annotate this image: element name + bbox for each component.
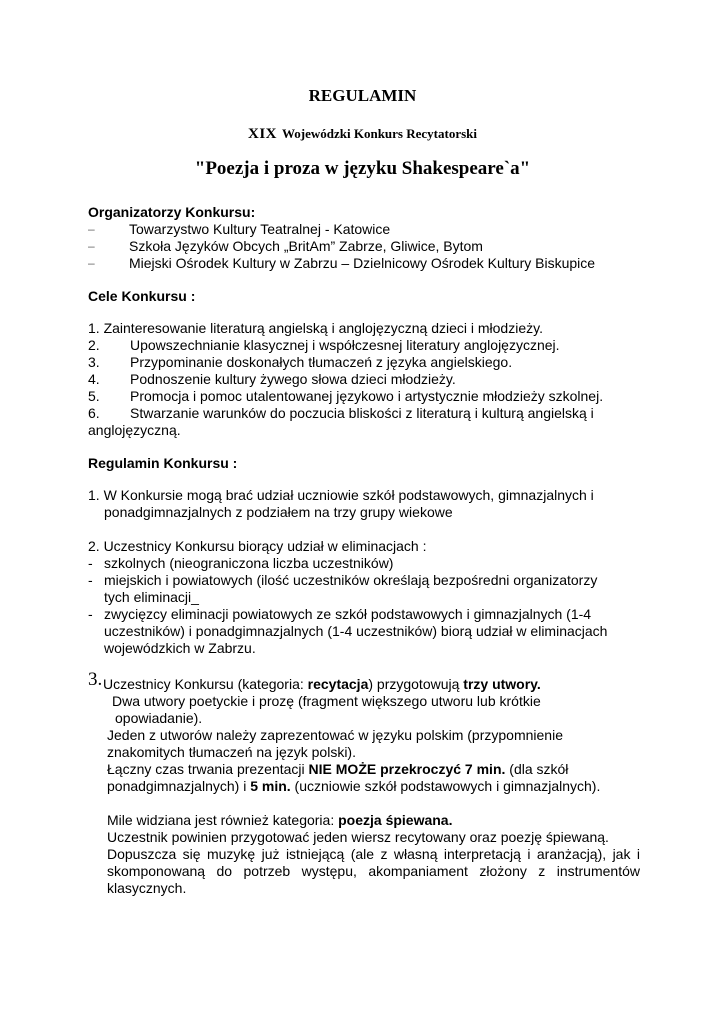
spacer [88,795,640,812]
rule-2 [88,538,648,657]
rule-text: ) przygotowują [368,676,464,692]
rule-text: (uczniowie szkół podstawowych i gimnazjalnych). [290,778,601,794]
goals-section [88,288,648,305]
rule-text: opowiadanie). [115,710,203,726]
rules-heading: Regulamin Konkursu : [88,455,238,471]
organizer-item [88,238,648,255]
rule-text: Dwa utwory poetyckie i prozę (fragment większego utworu lub krótkie [112,693,541,709]
three-pieces: trzy utwory. [463,676,541,692]
category-recitation: recytacja [307,676,369,692]
goal-text: Przypominanie doskonałych tłumaczeń z języka angielskiego. [130,354,513,370]
rule-text: Jeden z utworów należy zaprezentować w języku polskim (przypomnienie [107,727,563,743]
organizer-item [88,221,648,238]
bullet-text: wojewódzkich w Zabrzu. [104,640,256,656]
goal-text: Upowszechnianie klasycznej i współczesnej literatury anglojęzycznej. [130,337,560,353]
bullet-text: szkolnych (nieograniczona liczba uczestników) [104,555,394,571]
rule-text: ponadgimnazjalnych z podziałem na trzy grupy wiekowe [104,504,453,520]
goal-number: 2. [88,337,100,353]
rule-bullet-continuation [88,589,648,606]
rule-text: 1. W Konkursie mogą brać udział uczniowie szkół podstawowych, gimnazjalnych i [88,487,594,503]
rule-bullet-item [88,572,648,589]
dash-marker: – [88,239,95,253]
organizers-section [88,204,648,272]
edition-number: XIX [247,126,277,142]
dash-marker: – [88,222,95,236]
organizer-text: Towarzystwo Kultury Teatralnej - Katowice [129,221,391,237]
rule-text: Mile widziana jest również kategoria: [107,812,339,828]
rule-text: Uczestnik powinien przygotować jeden wiersz recytowany oraz poezję śpiewaną. [107,829,609,845]
competition-name: Wojewódzki Konkurs Recytatorski [282,126,477,141]
organizer-item [88,255,648,272]
rule-1 [88,487,648,521]
competition-motto: "Poezja i proza w języku Shakespeare`a" [194,158,531,179]
bullet-text: miejskich i powiatowych (ilość uczestników określają bezpośredni organizatorzy [104,572,598,588]
rule-text: ponadgimnazjalnych) i [107,778,251,794]
rule-bullet-item [88,555,648,572]
rule-text [88,863,640,880]
competition-subtitle [0,126,725,143]
bullet-text: zwycięzcy eliminacji powiatowych ze szkół podstawowych i gimnazjalnych (1-4 [104,606,592,622]
goal-number: 5. [88,388,100,404]
organizer-text: Miejski Ośrodek Kultury w Zabrzu – Dzielnicowy Ośrodek Kultury Biskupice [129,255,596,271]
bullet-marker: - [88,555,93,571]
goal-text: Promocja i pomoc utalentowanej językowo i artystycznie młodzieży szkolnej. [130,388,604,404]
rule-text: klasycznych. [107,880,187,896]
goal-item-continuation: anglojęzyczną. [88,422,181,438]
dash-marker: – [88,256,95,270]
goal-text: Podnoszenie kultury żywego słowa dzieci młodzieży. [130,371,456,387]
bullet-text: uczestników) i ponadgimnazjalnych (1-4 uczestników) biorą udział w eliminacjach [104,623,608,639]
bullet-text: tych eliminacji_ [104,589,199,605]
goals-heading: Cele Konkursu : [88,288,196,304]
time-limit-line [88,761,640,778]
goal-item [88,354,648,371]
organizers-heading: Organizatorzy Konkursu: [88,204,256,220]
goal-item [88,371,648,388]
time-limit-emphasis: 5 min. [250,778,291,794]
bullet-marker: - [88,572,93,588]
goal-item [88,405,648,422]
goal-number: 3. [88,354,100,370]
goal-item [88,388,648,405]
organizer-text: Szkoła Języków Obcych „BritAm” Zabrze, Gliwice, Bytom [129,238,483,254]
rule-text: znakomitych tłumaczeń na język polski). [107,744,356,760]
rule-bullet-continuation [88,640,648,657]
goal-item [88,337,648,354]
goal-item: 1. Zainteresowanie literaturą angielską i anglojęzyczną dzieci i młodzieży. [88,320,543,336]
category-sung-poetry: poezja śpiewana. [338,812,453,828]
rule-3-intro [103,676,541,693]
time-limit-emphasis: NIE MOŻE przekroczyć 7 min. [308,761,506,777]
rule-text-justified: skomponowaną do potrzeb występu, akompaniament złożony z instrumentów [107,863,640,879]
rule-text: Uczestnicy Konkursu (kategoria: [103,676,308,692]
rule-number: 3. [88,669,103,690]
rule-text: 2. Uczestnicy Konkursu biorący udział w eliminacjach : [88,538,427,554]
page-title: REGULAMIN [308,86,417,105]
goal-number: 4. [88,371,100,387]
bullet-marker: - [88,606,93,622]
rule-text: Łączny czas trwania prezentacji [107,761,309,777]
goals-list [88,320,648,439]
rules-section [88,455,648,472]
sung-poetry-line [88,812,640,829]
rule-3-first-line [88,669,640,693]
goal-number: 6. [88,405,100,421]
rule-3 [88,669,640,897]
rule-text-justified: Dopuszcza się muzykę już istniejącą (ale z własną interpretacją i aranżacją), jak i [107,846,640,862]
goal-text: Stwarzanie warunków do poczucia bliskości z literaturą i kulturą angielską i [130,405,594,421]
rule-text [88,846,640,863]
rule-text: (dla szkół [505,761,569,777]
time-limit-line [88,778,640,795]
rule-bullet-item [88,606,648,623]
rule-bullet-continuation [88,623,648,640]
